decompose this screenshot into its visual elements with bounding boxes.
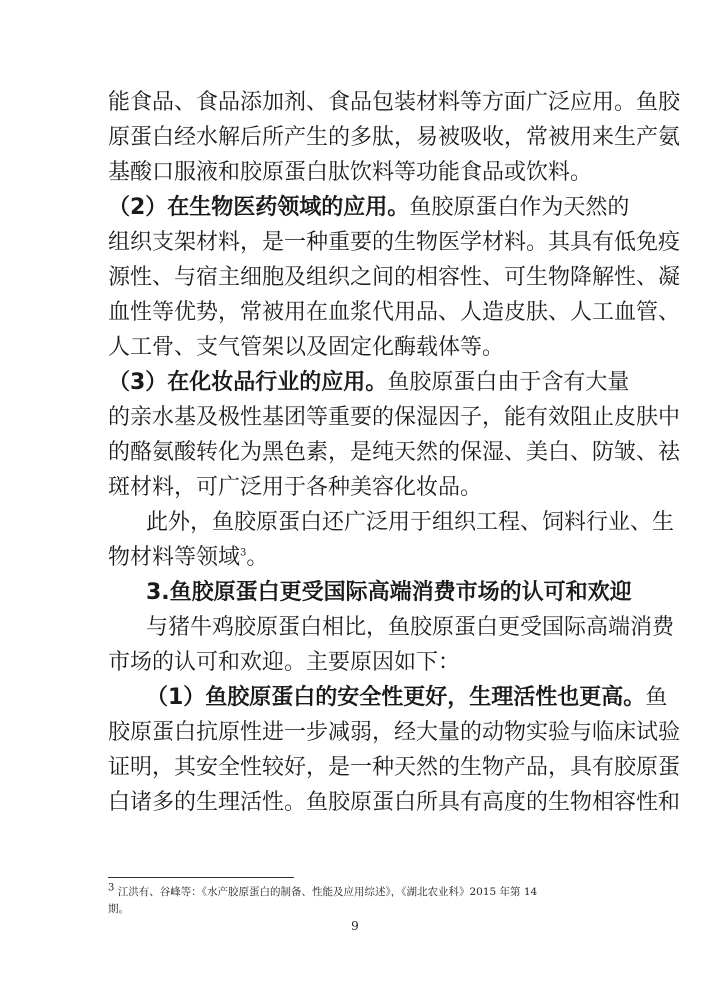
- body-line: [108, 543, 604, 573]
- body-line: 白诸多的生理活性。鱼胶原蛋白所具有高度的生物相容性和: [108, 790, 681, 815]
- body-line: 源性、与宿主细胞及组织之间的相容性、可生物降解性、凝: [108, 265, 681, 290]
- paragraph-line: [146, 683, 668, 713]
- body-line: 能食品、食品添加剂、食品包装材料等方面广泛应用。鱼胶: [108, 90, 681, 115]
- body-line: 市场的认可和欢迎。主要原因如下：: [108, 650, 461, 675]
- footnote-text: 江洪有、谷峰等：《水产胶原蛋白的制备、性能及应用综述》，《湖北农业科》2015 年第 14: [117, 886, 538, 898]
- body-text: 鱼: [645, 685, 668, 710]
- body-line: 斑材料，可广泛用于各种美容化妆品。: [108, 475, 483, 500]
- body-line: 证明，其安全性较好，是一种天然的生物产品，具有胶原蛋: [108, 755, 681, 780]
- paragraph-line: [108, 193, 630, 223]
- body-line: 组织支架材料，是一种重要的生物医学材料。其具有低免疫: [108, 230, 681, 255]
- footnote-reference: 3: [240, 547, 247, 559]
- body-line: 此外，鱼胶原蛋白还广泛用于组织工程、饲料行业、生: [146, 510, 675, 535]
- body-line: 的亲水基及极性基团等重要的保湿因子，能有效阻止皮肤中: [108, 405, 681, 430]
- body-line: 胶原蛋白抗原性进一步减弱，经大量的动物实验与临床试验: [108, 720, 681, 745]
- body-line: 血性等优势，常被用在血浆代用品、人造皮肤、人工血管、: [108, 300, 681, 325]
- footnote-marker: 3: [108, 882, 115, 894]
- paragraph-heading: （2）在生物医药领域的应用。: [108, 195, 410, 220]
- page-number: 9: [351, 919, 359, 933]
- section-heading: 3.鱼胶原蛋白更受国际高端消费市场的认可和欢迎: [146, 580, 632, 605]
- body-line: 基酸口服液和胶原蛋白肽饮料等功能食品或饮料。: [108, 160, 593, 185]
- body-text: 。: [246, 545, 269, 570]
- footnote-divider: [108, 877, 294, 878]
- body-text: 鱼胶原蛋白作为天然的: [409, 195, 630, 220]
- footnote-line: [108, 883, 604, 901]
- body-line: 的酪氨酸转化为黑色素，是纯天然的保湿、美白、防皱、祛: [108, 440, 681, 465]
- footnote-line: 期。: [108, 903, 129, 915]
- body-line: 原蛋白经水解后所产生的多肽，易被吸收，常被用来生产氨: [108, 125, 681, 150]
- paragraph-heading: （1）鱼胶原蛋白的安全性更好，生理活性也更高。: [146, 685, 646, 710]
- paragraph-line: [108, 368, 630, 398]
- body-line: 与猪牛鸡胶原蛋白相比，鱼胶原蛋白更受国际高端消费: [146, 615, 675, 640]
- body-text: 物材料等领域: [108, 545, 241, 570]
- body-text: 鱼胶原蛋白由于含有大量: [387, 370, 630, 395]
- paragraph-heading: （3）在化妆品行业的应用。: [108, 370, 388, 395]
- body-line: 人工骨、支气管架以及固定化酶载体等。: [108, 335, 505, 360]
